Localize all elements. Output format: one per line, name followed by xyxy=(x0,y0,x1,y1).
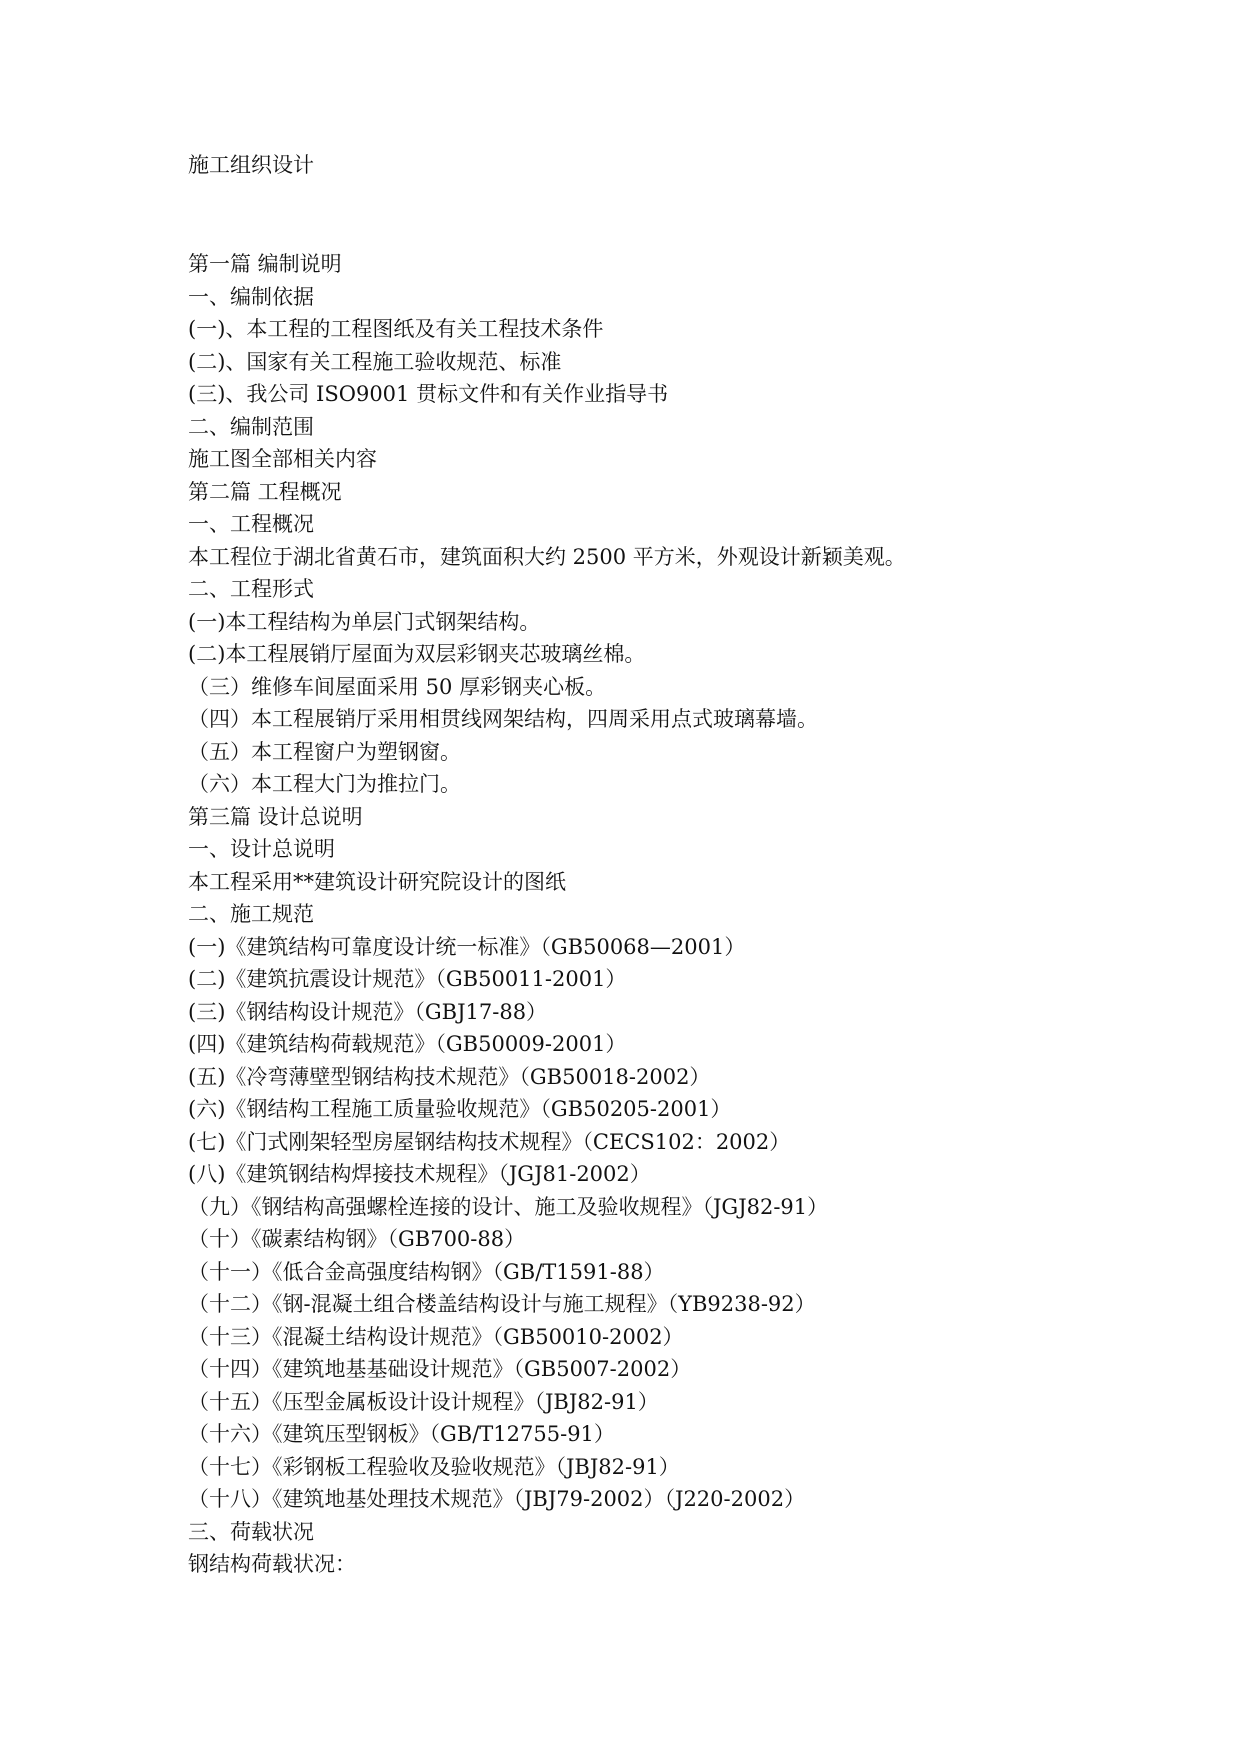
standard-item: (四)《建筑结构荷载规范》（GB50009-2001） xyxy=(188,1032,627,1056)
subsection-heading: 二、施工规范 xyxy=(188,902,314,926)
subsection-heading: 一、工程概况 xyxy=(188,512,314,536)
standard-item: （十七）《彩钢板工程验收及验收规范》（JBJ82-91） xyxy=(188,1454,680,1479)
subsection-heading: 一、设计总说明 xyxy=(188,837,335,861)
standard-item: （十一）《低合金高强度结构钢》（GB/T1591-88） xyxy=(188,1259,665,1284)
list-item: （六）本工程大门为推拉门。 xyxy=(188,772,461,796)
list-item: (三)、我公司 ISO9001 贯标文件和有关作业指导书 xyxy=(188,382,669,406)
paragraph: 施工图全部相关内容 xyxy=(188,447,377,471)
standard-item: （十）《碳素结构钢》（GB700-88） xyxy=(188,1227,526,1251)
standard-item: （十六）《建筑压型钢板》（GB/T12755-91） xyxy=(188,1422,615,1446)
list-item: (一)本工程结构为单层门式钢架结构。 xyxy=(188,609,541,634)
standard-item: （十八）《建筑地基处理技术规范》（JBJ79-2002）（J220-2002） xyxy=(188,1487,806,1511)
standard-item: (七)《门式刚架轻型房屋钢结构技术规程》（CECS102：2002） xyxy=(188,1129,791,1154)
section-heading: 第二篇 工程概况 xyxy=(188,479,342,504)
list-item: (一)、本工程的工程图纸及有关工程技术条件 xyxy=(188,317,604,341)
standard-item: (六)《钢结构工程施工质量验收规范》（GB50205-2001） xyxy=(188,1097,732,1121)
list-item: （五）本工程窗户为塑钢窗。 xyxy=(188,739,461,764)
standard-item: (一)《建筑结构可靠度设计统一标准》（GB50068—2001） xyxy=(188,934,746,959)
standard-item: （十四）《建筑地基基础设计规范》（GB5007-2002） xyxy=(188,1357,692,1381)
paragraph: 钢结构荷载状况： xyxy=(188,1552,356,1576)
standard-item: (二)《建筑抗震设计规范》（GB50011-2001） xyxy=(188,967,627,991)
paragraph: 本工程位于湖北省黄石市，建筑面积大约 2500 平方米，外观设计新颖美观。 xyxy=(188,544,906,569)
list-item: （四）本工程展销厅采用相贯线网架结构，四周采用点式玻璃幕墙。 xyxy=(188,707,818,731)
list-item: (二)本工程展销厅屋面为双层彩钢夹芯玻璃丝棉。 xyxy=(188,642,646,666)
standard-item: (三)《钢结构设计规范》（GBJ17-88） xyxy=(188,999,548,1024)
subsection-heading: 二、编制范围 xyxy=(188,414,314,439)
subsection-heading: 二、工程形式 xyxy=(188,577,314,601)
subsection-heading: 三、荷载状况 xyxy=(188,1519,314,1544)
standard-item: （九）《钢结构高强螺栓连接的设计、施工及验收规程》（JGJ82-91） xyxy=(188,1194,829,1219)
standard-item: （十二）《钢-混凝土组合楼盖结构设计与施工规程》（YB9238-92） xyxy=(188,1292,816,1316)
section-heading: 第三篇 设计总说明 xyxy=(188,804,363,829)
subsection-heading: 一、编制依据 xyxy=(188,284,314,309)
document-body xyxy=(188,248,1188,1581)
section-heading: 第一篇 编制说明 xyxy=(188,252,342,276)
standard-item: (八)《建筑钢结构焊接技术规程》（JGJ81-2002） xyxy=(188,1162,651,1186)
paragraph: 本工程采用**建筑设计研究院设计的图纸 xyxy=(188,869,566,894)
document-title: 施工组织设计 xyxy=(188,153,314,177)
standard-item: (五)《冷弯薄壁型钢结构技术规范》（GB50018-2002） xyxy=(188,1064,711,1089)
list-item: （三）维修车间屋面采用 50 厚彩钢夹心板。 xyxy=(188,674,607,699)
list-item: (二)、国家有关工程施工验收规范、标准 xyxy=(188,349,562,374)
standard-item: （十五）《压型金属板设计设计规程》（JBJ82-91） xyxy=(188,1389,659,1414)
standard-item: （十三）《混凝土结构设计规范》（GB50010-2002） xyxy=(188,1324,684,1349)
